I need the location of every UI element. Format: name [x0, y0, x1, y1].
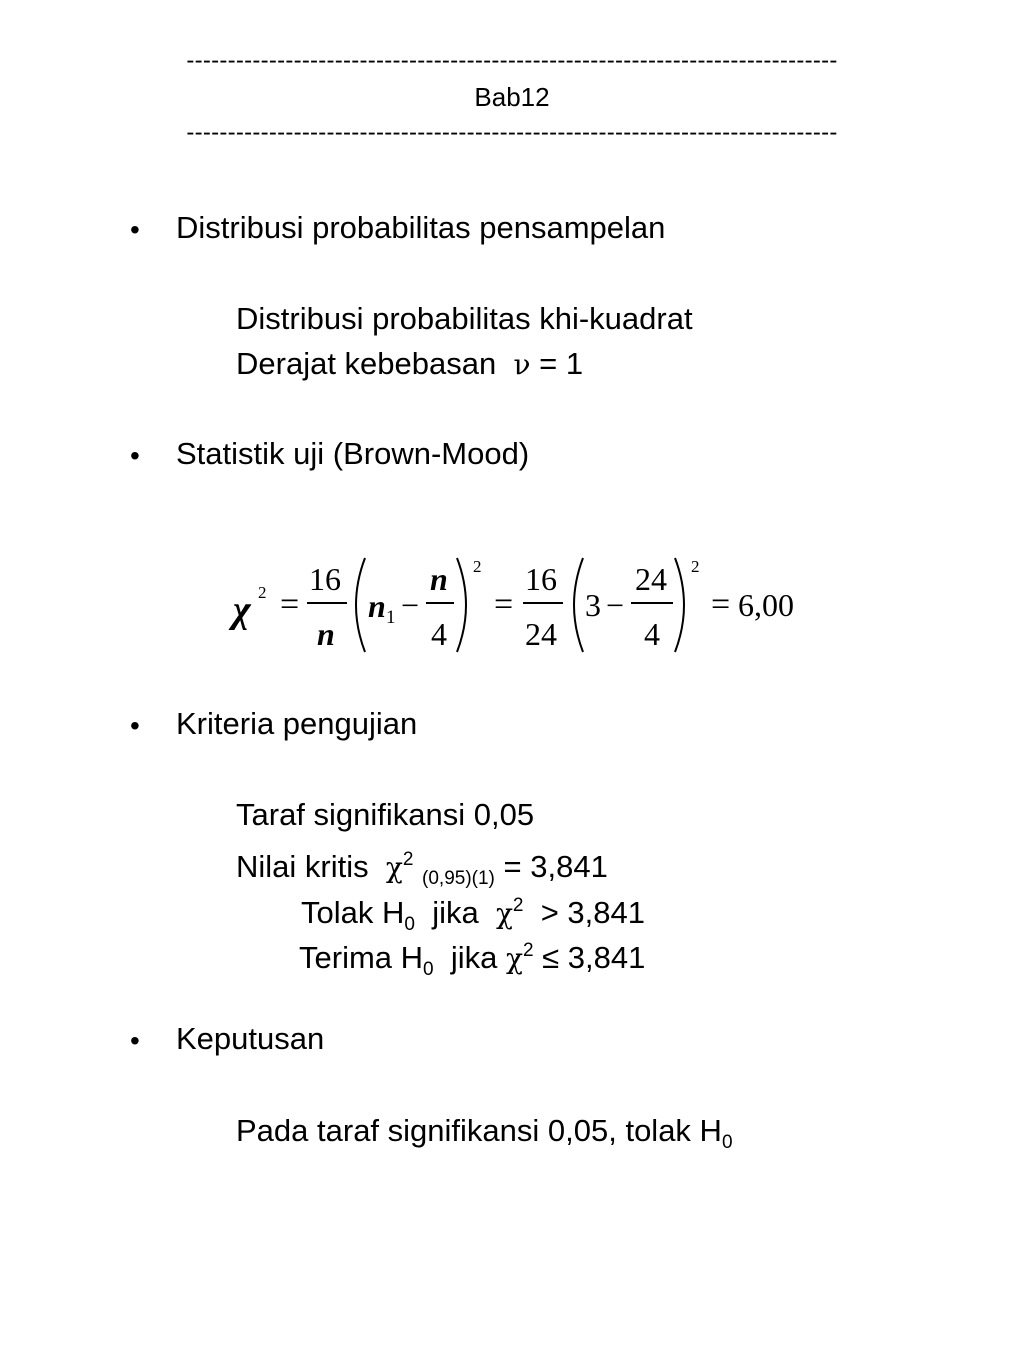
formula-minus-1: −: [401, 587, 420, 623]
formula-frac1-denominator: n: [317, 616, 335, 652]
formula-chi-exponent: 2: [258, 583, 267, 602]
critical-value-label: Nilai kritis: [236, 849, 369, 884]
header-divider-top: -------------------------------------------------------------------------------: [186, 47, 838, 74]
accept-rule-line: [299, 933, 645, 988]
chi-exponent: 2: [402, 849, 414, 870]
nu-symbol: ν: [513, 348, 531, 381]
formula-paren-right-2: [675, 558, 684, 652]
h0-subscript: 0: [404, 914, 415, 935]
formula-paren-left-1: [356, 558, 365, 652]
significance-level-line: Taraf signifikansi 0,05: [236, 797, 535, 832]
degrees-of-freedom-label: Derajat kebebasan: [236, 346, 497, 381]
h0-subscript: 0: [423, 959, 434, 980]
accept-condition: jika: [450, 940, 498, 975]
accept-threshold: ≤ 3,841: [542, 940, 646, 975]
section-title-decision: Keputusan: [176, 1021, 325, 1056]
formula-minus-2: −: [606, 587, 625, 623]
header-divider-bottom: -------------------------------------------------------------------------------: [186, 119, 838, 146]
bullet-icon: •: [130, 1025, 140, 1056]
accept-label: Terima H: [299, 940, 424, 975]
formula-frac2-denominator: 4: [431, 616, 447, 652]
formula-result: 6,00: [738, 587, 794, 623]
formula-equals-3: =: [711, 586, 731, 623]
formula-frac4-numerator: 24: [635, 561, 667, 597]
formula-frac2-numerator: n: [430, 561, 448, 597]
chi-exponent: 2: [512, 895, 524, 916]
decision-line: [236, 1113, 733, 1161]
critical-value-subscript: (0,95)(1): [422, 868, 495, 889]
formula-paren-left-2: [574, 558, 583, 652]
test-statistic-formula: [225, 550, 825, 660]
formula-equals-2: =: [494, 586, 514, 623]
chi-symbol: χ: [505, 942, 523, 975]
formula-frac3-denominator: 24: [525, 616, 557, 652]
formula-paren2-exponent: 2: [691, 557, 700, 576]
bullet-icon: •: [130, 440, 140, 471]
reject-threshold: > 3,841: [540, 895, 646, 930]
formula-n1: n: [368, 588, 386, 624]
decision-text: Pada taraf signifikansi 0,05, tolak H: [236, 1113, 722, 1148]
chi-square-distribution-line: Distribusi probabilitas khi-kuadrat: [236, 301, 693, 336]
formula-frac3-numerator: 16: [525, 561, 557, 597]
section-title-test-criteria: Kriteria pengujian: [176, 706, 418, 741]
critical-value-number: = 3,841: [503, 849, 608, 884]
degrees-of-freedom-value: = 1: [539, 346, 584, 381]
reject-label: Tolak H: [301, 895, 405, 930]
formula-paren-right-1: [457, 558, 466, 652]
formula-frac1-numerator: 16: [309, 561, 341, 597]
formula-paren1-exponent: 2: [473, 557, 482, 576]
chi-symbol: χ: [385, 851, 403, 884]
chapter-title: Bab12: [474, 82, 550, 112]
formula-frac4-denominator: 4: [644, 616, 660, 652]
formula-chi: χ: [233, 589, 251, 631]
section-title-sampling-distribution: Distribusi probabilitas pensampelan: [176, 210, 666, 245]
formula-n1-subscript: 1: [386, 607, 396, 628]
chi-exponent: 2: [522, 940, 534, 961]
degrees-of-freedom-line: [236, 346, 583, 383]
bullet-icon: •: [130, 710, 140, 741]
chi-symbol: χ: [495, 897, 513, 930]
bullet-icon: •: [130, 214, 140, 245]
formula-equals-1: =: [280, 586, 300, 623]
h0-subscript: 0: [721, 1132, 733, 1153]
reject-condition: jika: [432, 895, 479, 930]
formula-three: 3: [585, 587, 601, 623]
section-title-test-statistic: Statistik uji (Brown-Mood): [176, 436, 530, 471]
